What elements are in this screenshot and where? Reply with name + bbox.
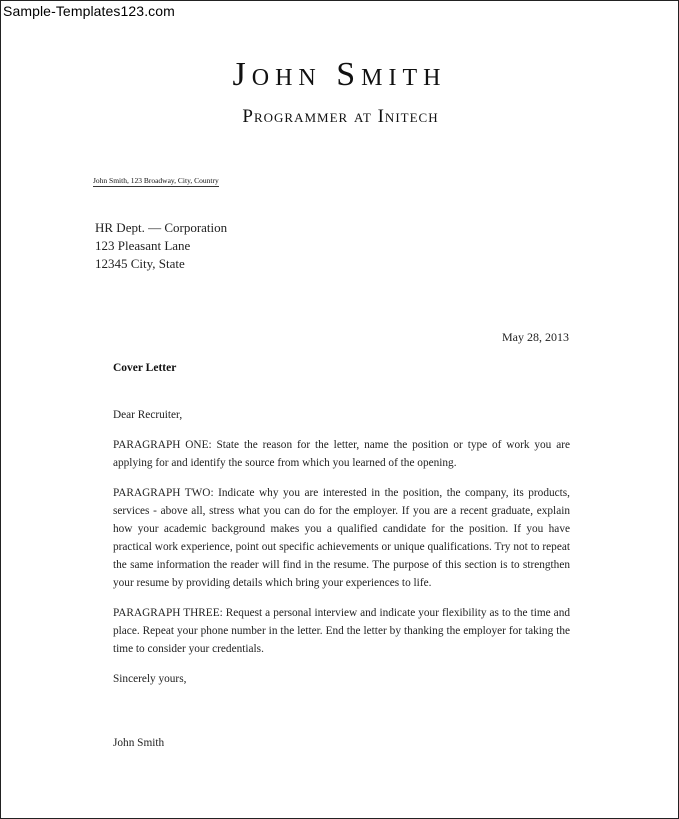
paragraph-two: PARAGRAPH TWO: Indicate why you are interested in the position, the company, its products, services - above all, stress what you can do for the employer. If you are a recent graduate, explain how your academic background makes you a qualified candidate for the position. If you have practical work experience, point out specific achievements or unique qualifications. Try not to repeat the same information the reader will find in the resume. The purpose of this section is to strengthen your resume by providing details which bring your experiences to life. [113,487,570,589]
recipient-line: HR Dept. — Corporation [95,220,228,235]
sender-role: Programmer at Initech [242,106,439,127]
signature-name: John Smith [113,737,165,749]
paragraph-three: PARAGRAPH THREE: Request a personal interview and indicate your flexibility as to the time and place. Repeat your phone number in the letter. End the letter by thanking the employer for taking the time to consider your credentials. [113,607,570,655]
closing: Sincerely yours, [113,673,187,685]
letter-date: May 28, 2013 [502,330,569,344]
recipient-address [95,219,227,273]
return-address: John Smith, 123 Broadway, City, Country [93,176,219,185]
letter-subject: Cover Letter [113,362,177,374]
recipient-line: 12345 City, State [95,256,185,271]
recipient-line: 123 Pleasant Lane [95,238,191,253]
salutation: Dear Recruiter, [113,409,183,421]
paragraph-one: PARAGRAPH ONE: State the reason for the letter, name the position or type of work you are applying for and identify the source from which you learned of the opening. [113,439,570,469]
source-watermark: Sample-Templates123.com [3,3,175,19]
letter-body [113,406,570,688]
sender-name: John Smith [232,56,447,93]
